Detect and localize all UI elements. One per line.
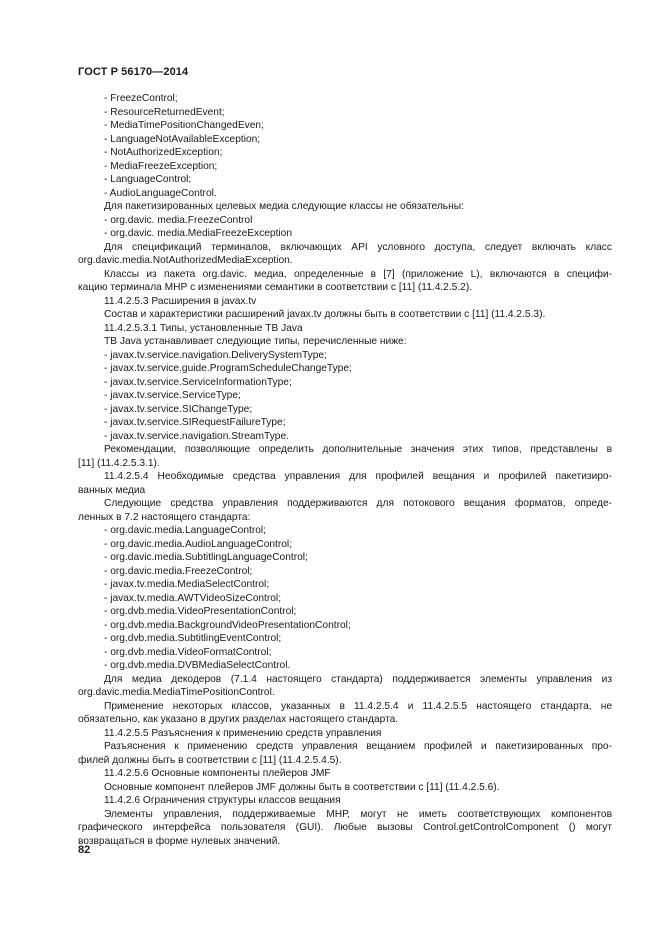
text-line: 11.4.2.6 Ограничения структуры классов вещания bbox=[104, 795, 341, 806]
text-line: - org.dvb.media.VideoPresentationControl; bbox=[104, 606, 297, 617]
text-line: - LanguageNotAvailableException; bbox=[104, 133, 261, 145]
text-line: - javax.tv.media.MediaSelectControl; bbox=[104, 579, 270, 590]
text-line: - org.davic. media.FreezeControl bbox=[104, 214, 253, 226]
text-line: - NotAuthorizedException; bbox=[104, 147, 223, 158]
text-line: 11.4.2.5.3.1 Типы, установленные ТВ Java bbox=[104, 322, 303, 334]
text-line: - MediaFreezeException; bbox=[104, 160, 218, 172]
document-header: ГОСТ Р 56170—2014 bbox=[78, 66, 189, 78]
text-line: org.davic.media.MediaTimePositionControl. bbox=[78, 687, 275, 698]
text-line: филей должны быть в соответствии с [11] (11.4.2.5.4.5). bbox=[78, 754, 342, 766]
text-line: Для спецификаций терминалов, включающих API условного доступа, следует включать класс bbox=[104, 241, 612, 253]
text-line: - FreezeControl; bbox=[104, 93, 178, 104]
text-line: графического интерфейса пользователя (GUI). Любые вызовы Control.getControlComponent () могут bbox=[78, 822, 612, 833]
text-line: Для пакетизированных целевых медиа следующие классы не обязательны: bbox=[104, 201, 464, 212]
text-line: возвращаться в форме нулевых значений. bbox=[78, 835, 281, 847]
text-line: org.davic.media.NotAuthorizedMediaException. bbox=[78, 255, 293, 266]
text-line: ленных в 7.2 настоящего стандарта: bbox=[78, 511, 251, 523]
text-line: Элементы управления, поддерживаемые МНР, могут не иметь соответствующих компонентов bbox=[104, 808, 612, 820]
text-line: - javax.tv.service.ServiceType; bbox=[104, 390, 241, 401]
document-body bbox=[78, 92, 612, 848]
text-line: кацию терминала МНР с изменениями семантики в соответствии с [11] (11.4.2.5.2). bbox=[78, 282, 473, 293]
text-line: 11.4.2.5.5 Разъяснения к применению средств управления bbox=[104, 727, 382, 739]
text-line: Состав и характеристики расширений javax.tv должны быть в соответствии с [11] (11.4.2.5.3). bbox=[104, 309, 546, 320]
text-line: - org.dvb.media.VideoFormatControl; bbox=[104, 646, 272, 658]
text-line: Основные компонент плейеров JMF должны быть в соответствии с [11] (11.4.2.5.6). bbox=[104, 781, 500, 793]
text-line: - MediaTimePositionChangedEven; bbox=[104, 120, 264, 131]
text-line: - javax.tv.service.SIRequestFailureType; bbox=[104, 417, 286, 428]
text-line: 11.4.2.5.4 Необходимые средства управления для профилей вещания и профилей пакетизиро- bbox=[104, 471, 612, 482]
text-line: ванных медиа bbox=[78, 484, 146, 496]
text-line: - org.davic.media.LanguageControl; bbox=[104, 525, 266, 536]
text-line: Классы из пакета org.davic. медиа, определенные в [7] (приложение L), включаются в специфи- bbox=[104, 268, 612, 280]
text-line: - org.dvb.media.SubtitlingEventControl; bbox=[104, 633, 282, 644]
text-line: - ResourceReturnedEvent; bbox=[104, 106, 225, 118]
text-line: - javax.tv.media.AWTVideoSizeControl; bbox=[104, 592, 282, 604]
text-line: - javax.tv.service.guide.ProgramScheduleChangeType; bbox=[104, 363, 352, 374]
text-line: - org.davic. media.MediaFreezeException bbox=[104, 228, 292, 239]
text-line: - javax.tv.service.ServiceInformationType; bbox=[104, 376, 292, 388]
text-line: - org.dvb.media.DVBMediaSelectControl. bbox=[104, 660, 291, 671]
text-line: - org.davic.media.AudioLanguageControl; bbox=[104, 538, 293, 550]
text-line: [11] (11.4.2.5.3.1). bbox=[78, 457, 160, 469]
text-line: Разъяснения к применению средств управления вещанием профилей и пакетизированных про- bbox=[104, 741, 612, 752]
text-line: Применение некоторых классов, указанных в 11.4.2.5.4 и 11.4.2.5.5 настоящего стандарта, не bbox=[104, 700, 612, 712]
text-line: Следующие средства управления поддерживаются для потокового вещания форматов, опреде- bbox=[104, 498, 612, 509]
text-line: 11.4.2.5.6 Основные компоненты плейеров JMF bbox=[104, 768, 331, 779]
text-line: Рекомендации, позволяющие определить дополнительные значения этих типов, представлены в bbox=[104, 444, 612, 455]
text-line: - javax.tv.service.navigation.StreamType. bbox=[104, 430, 289, 442]
page-number: 82 bbox=[78, 844, 91, 856]
text-line: обязательно, как указано в других разделах настоящего стандарта. bbox=[78, 714, 399, 725]
text-line: ТВ Java устанавливает следующие типы, перечисленные ниже: bbox=[104, 336, 407, 347]
text-line: Для медиа декодеров (7.1.4 настоящего стандарта) поддерживается элементы управления из bbox=[104, 673, 612, 685]
text-line: - javax.tv.service.navigation.DeliverySystemType; bbox=[104, 349, 327, 361]
text-line: - LanguageControl; bbox=[104, 174, 192, 185]
text-line: - org.dvb.media.BackgroundVideoPresentationControl; bbox=[104, 619, 351, 631]
text-line: 11.4.2.5.3 Расширения в javax.tv bbox=[104, 295, 257, 307]
text-line: - org.davic.media.SubtitlingLanguageControl; bbox=[104, 552, 308, 563]
text-line: - javax.tv.service.SIChangeType; bbox=[104, 403, 253, 415]
text-line: - AudioLanguageControl. bbox=[104, 187, 217, 199]
text-line: - org.davic.media.FreezeControl; bbox=[104, 565, 253, 577]
